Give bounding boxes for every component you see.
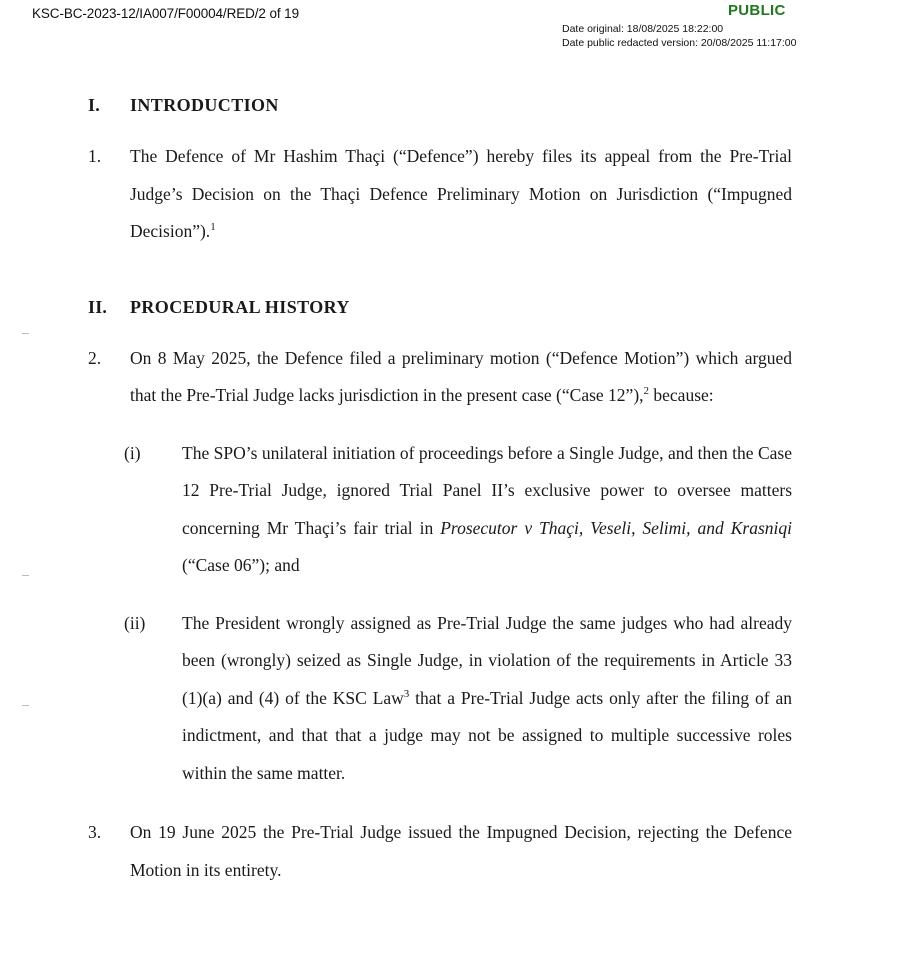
paragraph-3 (0, 814, 900, 889)
subparagraph-text-run: that a Pre-Trial Judge acts only after the filing of an indictment, and that that a judge may not be assigned to multiple successive roles within the same matter. (182, 687, 792, 783)
paragraph-number: 1. (88, 146, 102, 166)
section-title: INTRODUCTION (130, 95, 279, 115)
subparagraph-text (182, 435, 792, 585)
document-body (0, 95, 900, 889)
subparagraph-i (0, 435, 900, 585)
document-reference: KSC-BC-2023-12/IA007/F00004/RED/2 of 19 (32, 6, 300, 21)
section-heading-introduction (0, 95, 900, 116)
subparagraph-text-run: (“Case 06”); and (182, 555, 300, 575)
document-header (0, 0, 900, 62)
paragraph-text-run: On 8 May 2025, the Defence filed a preliminary motion (“Defence Motion”) which argued that the Pre-Trial Judge lacks jurisdiction in the present case (“Case 12”), (130, 347, 792, 405)
paragraph-text-run: The Defence of Mr Hashim Thaçi (“Defence”) hereby files its appeal from the Pre-Trial Judge’s Decision on the Thaçi Defence Preliminary Motion on Jurisdiction (“Impugned Decision”). (130, 146, 792, 241)
paragraph-number: 2. (88, 347, 102, 368)
paragraph-text (130, 814, 792, 889)
subparagraph-text (182, 605, 792, 793)
paragraph-text (130, 340, 792, 415)
subparagraph-marker: (i) (124, 442, 141, 463)
paragraph-text-run: because: (649, 385, 714, 405)
section-heading-procedural-history (0, 297, 900, 318)
subparagraph-marker: (ii) (124, 612, 146, 633)
date-block (562, 23, 796, 50)
footnote-marker[interactable]: 2 (643, 385, 650, 398)
date-original: Date original: 18/08/2025 18:22:00 (562, 23, 724, 35)
date-public-redacted: Date public redacted version: 20/08/2025 11:17:00 (562, 36, 797, 49)
section-numeral: II. (88, 296, 108, 317)
paragraph-2 (0, 340, 900, 415)
paragraph-1 (0, 138, 900, 251)
paragraph-text (130, 138, 792, 251)
footnote-marker[interactable]: 1 (210, 221, 216, 234)
classification-badge: PUBLIC (728, 2, 786, 19)
section-title: PROCEDURAL HISTORY (130, 296, 350, 317)
paragraph-number: 3. (88, 822, 102, 842)
footnote-marker[interactable]: 3 (403, 687, 410, 700)
subparagraph-text-run: The President wrongly assigned as Pre-Trial Judge the same judges who had already been (wrongly) seized as Single Judge, in violation of the requirements in Article 33 (1)(a) and (4) of the KSC Law (182, 612, 792, 708)
paragraph-text-run: On 19 June 2025 the Pre-Trial Judge issued the Impugned Decision, rejecting the Defence Motion in its entirety. (130, 822, 792, 880)
case-name-italic: Prosecutor v Thaçi, Veseli, Selimi, and Krasniqi (440, 517, 793, 538)
subparagraph-text-run: The SPO’s unilateral initiation of proceedings before a Single Judge, and then the Case 12 Pre-Trial Judge, ignored Trial Panel II’s exclusive power to oversee matters concerning Mr Thaçi’s fair trial in (182, 442, 792, 538)
subparagraph-ii (0, 605, 900, 793)
section-numeral: I. (88, 95, 100, 115)
